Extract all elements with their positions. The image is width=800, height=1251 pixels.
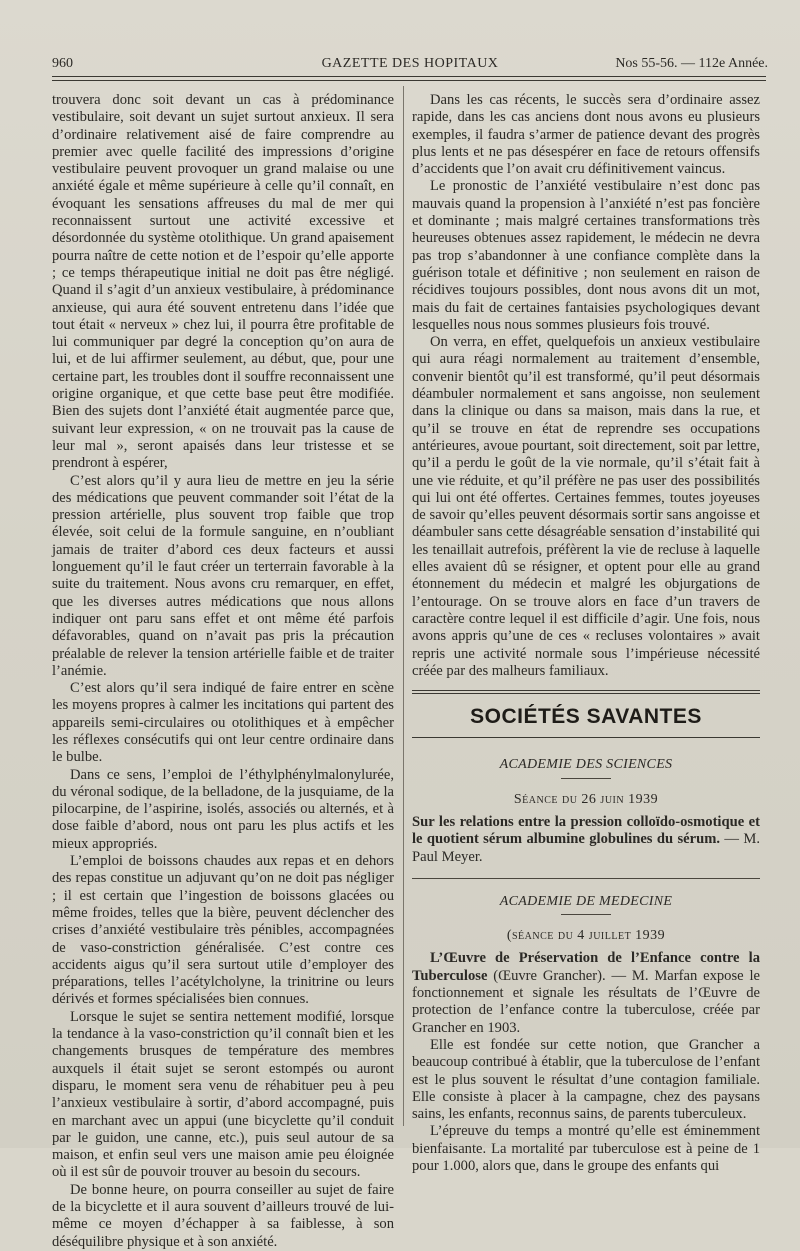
section-title: SOCIÉTÉS SAVANTES bbox=[470, 705, 702, 729]
communication bbox=[412, 950, 760, 1036]
communication-title: L’Œuvre de Préservation de l’Enfance contre la Tuberculose bbox=[412, 950, 760, 984]
paragraph: Dans les cas récents, le succès sera d’ordinaire assez rapide, dans les cas anciens dont nous avons eu plusieurs exemples, il faudra s’armer de patience devant des progrès plus lents et ne pas désespérer en face de retours offensifs d’accidents que l’on avait cru définitivement vaincus. bbox=[412, 92, 760, 178]
communication-text: (Œuvre Grancher). — M. Marfan expose le fonctionnement et signale les résultats de l’Œuvre de protection de l’enfance contre la tuberculose, créée par Grancher en 1903. bbox=[412, 967, 760, 1036]
section-rule-bottom bbox=[412, 737, 760, 738]
column-separator bbox=[403, 86, 404, 1126]
paragraph: trouvera donc soit devant un cas à prédominance vestibulaire, soit devant un sujet surtout anxieux. Il sera d’ordinaire relativement aisé de faire comprendre au premier avec quelle facilité des impressions d’origine vestibulaire peuvent provoquer un grand malaise ou une anxiété égale et même supérieure à celle qu’il connaît, en évoquant les sensations affreuses du mal de mer qui reconnaissent surtout une activité excessive et désordonnée du système otolithique. Un grand apaisement pourra naître de cette notion et de l’espoir qu’elle apporte ; ce temps thérapeutique initial ne doit pas être négligé. Quand il s’agit d’un anxieux vestibulaire, à prédominance anxieuse, qui aura été souvent entretenu dans l’idée que tout était « nerveux » chez lui, il pourra être profitable de lui communiquer par degré la conception qu’on aura de lui, et de lui affirmer seulement, au début, que, pour une certaine part, les troubles dont il souffre reconnaissent une origine organique, et que cette base peut être modifiée. Bien des sujets dont l’anxiété était augmentée parce que, suivant leur expression, « on ne trouvait pas la cause de leur mal », seront apaisés dans leur tristesse et se prendront à espérer, bbox=[52, 92, 394, 472]
communication bbox=[412, 814, 760, 866]
session-date: Séance du 26 juin 1939 bbox=[513, 791, 659, 807]
short-rule bbox=[561, 914, 611, 915]
paragraph: C’est alors qu’il sera indiqué de faire entrer en scène les moyens propres à calmer les incitations qui partent des appareils semi-circulaires ou otolithiques et à empêcher les réflexes consécutifs qui ont leur centre ordinaire dans le bulbe. bbox=[52, 680, 394, 766]
page-number: 960 bbox=[52, 56, 73, 71]
paragraph: L’épreuve du temps a montré qu’elle est éminemment bienfaisante. La mortalité par tuberculose est à peine de 1 pour 1.000, alors que, dans le groupe des enfants qui bbox=[412, 1123, 760, 1175]
session-date: (séance du 4 juillet 1939 bbox=[506, 928, 666, 944]
paragraph: Le pronostic de l’anxiété vestibulaire n’est donc pas mauvais quand la propension à l’anxiété n’est pas foncière et dominante ; mais malgré certaines transformations très heureuses obtenues assez rapidement, le médecin ne devra pas trop s’abandonner à une confiance complète dans la guérison totale et définitive ; non seulement en raison de récidives toujours possibles, dont nous avons dit un mot, mais du fait de certaines fantaisies psychologiques devant lesquelles nous nous sommes plusieurs fois trouvé. bbox=[412, 178, 760, 333]
section-rule-top bbox=[412, 690, 760, 691]
paragraph: L’emploi de boissons chaudes aux repas et en dehors des repas constitue un adjuvant qu’on ne doit pas négliger ; il est certain que l’ingestion de boissons glacées ou même froides, telles que la bière, peuvent déclencher des crises d’anxiété vestibulaire très pénibles, accompagnées de vaso-constriction généralisée. C’est contre ces accidents aigus qu’il sera surtout utile d’employer des préparations, telles l’acétylcholyne, la trinitrine ou leurs dérivés et formes spécialisées bien connues. bbox=[52, 853, 394, 1008]
running-header bbox=[52, 56, 768, 78]
header-rule-thin bbox=[52, 80, 766, 81]
header-rule-thick bbox=[52, 76, 766, 77]
academy-heading: ACADEMIE DES SCIENCES bbox=[499, 757, 673, 773]
section-rule-top-thin bbox=[412, 693, 760, 694]
paragraph: De bonne heure, on pourra conseiller au sujet de faire de la bicyclette et il aura souvent d’ailleurs trouvé de lui-même ce moyen d’échapper à sa faiblesse, à son déséquilibre physique et à son anxiété. bbox=[52, 1181, 394, 1250]
paragraph: C’est alors qu’il y aura lieu de mettre en jeu la série des médications que peuvent commander soit l’état de la pression artérielle, plus souvent trop faible que trop élevée, soit celui de la formule sanguine, en n’oubliant jamais de traiter d’abord ces deux facteurs et aussi longuement qu’il le faut créer un terterrain favorable à la suite du traitement. Nous avons cru remarquer, en effet, que les diverses autres médications que nous allons indiquer ont paru sans effet et ont même été parfois défavorables, quand on n’avait pas pris la précaution préalable de relever la tension artérielle faible et de traiter l’anémie. bbox=[52, 472, 394, 679]
communication-author: — M. Paul Meyer. bbox=[412, 831, 760, 865]
separator-rule bbox=[412, 878, 760, 879]
left-column bbox=[52, 92, 394, 1251]
journal-title: GAZETTE DES HOPITAUX bbox=[321, 56, 499, 71]
paragraph: Lorsque le sujet se sentira nettement modifié, lorsque la tendance à la vaso-constriction qu’il connaît bien et les changements brusques de température des membres auxquels il était sujet se seront estompés ou auront disparu, le moment sera venu de réhabituer peu à peu l’anxieux vestibulaire à sortir, d’abord accompagné, puis en marchant avec un appui (une bicyclette qu’il conduit par le guidon, une canne, etc.), puis seul autour de sa maison, et enfin seul vers une maison amie peu éloignée où il est sûr de pouvoir trouver au besoin du secours. bbox=[52, 1008, 394, 1181]
academy-heading: ACADEMIE DE MEDECINE bbox=[499, 893, 673, 909]
communication-title: Sur les relations entre la pression colloïdo-osmotique et le quotient sérum albumine globulines du sérum. bbox=[412, 813, 760, 848]
paragraph: On verra, en effet, quelquefois un anxieux vestibulaire qui aura réagi normalement au traitement d’ensemble, convenir bientôt qu’il est transformé, qu’il peut désormais déambuler normalement et sans angoisse, non seulement dans la clinique ou dans sa maison, mais dans la rue, et qu’il se trouve en état de reprendre ses occupations antérieures, avoue pourtant, soit directement, soit par lettre, qu’il a perdu le goût de la vie normale, qu’il s’était fait à une vie réduite, et qu’il préfère ne pas user des possibilités qui lui ont été offertes. Certaines femmes, toutes joyeuses de savoir qu’elles peuvent désormais sortir sans angoisse et déambuler sans cette désagréable sensation d’instabilité qui les tenaillait autrefois, préfèrent la vie de recluse à laquelle elles avaient dû se résigner, et optent pour elle au grand étonnement du médecin et malgré les objurgations de l’entourage. On se trouve alors en face d’un travers de caractère contre lequel il est difficile d’agir. Une fois, nous avons appris qu’une de ces « recluses volontaires » avait repris une activité normale sous l’impérieuse nécessité créée par des malheurs familiaux. bbox=[412, 334, 760, 679]
issue-number: Nos 55-56. — 112e Année. bbox=[615, 56, 768, 71]
paragraph: Dans ce sens, l’emploi de l’éthylphénylmalonylurée, du véronal sodique, de la belladone, de la jusquiame, de la pilocarpine, de l’aspirine, isolés, associés ou alternés, et à dose faible d’abord, nous ont paru les plus actifs et les mieux appropriés. bbox=[52, 766, 394, 852]
right-column bbox=[412, 92, 760, 1175]
short-rule bbox=[561, 778, 611, 779]
paragraph: Elle est fondée sur cette notion, que Grancher a beaucoup contribué à établir, que la tuberculose de l’enfant est le plus souvent le résultat d’une contagion familiale. Elle consiste à placer à la campagne, chez des paysans sains, les enfants, reconnus sains, de parents tuberculeux. bbox=[412, 1036, 760, 1123]
